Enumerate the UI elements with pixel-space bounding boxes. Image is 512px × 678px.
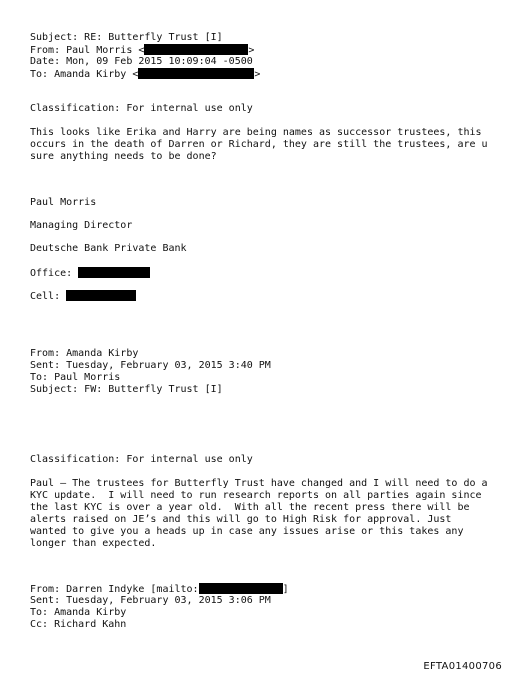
body-line: This looks like Erika and Harry are being names as successor trustees, this [30, 127, 482, 138]
subject-line: Subject: RE: Butterfly Trust [I] [30, 32, 223, 43]
body-line: sure anything needs to be done? [30, 151, 217, 162]
body-line: the last KYC is over a year old. With all the recent press there will be [30, 502, 470, 513]
signature-company: Deutsche Bank Private Bank [30, 243, 187, 254]
from-line: From: Amanda Kirby [30, 348, 139, 359]
classification-label: Classification: For internal use only [30, 454, 253, 465]
redaction-box [78, 267, 150, 278]
from-text: From: Paul Morris < [30, 45, 145, 56]
body-line: Paul – The trustees for Butterfly Trust have changed and I will need to do a [30, 478, 488, 489]
sent-line: Sent: Tuesday, February 03, 2015 3:40 PM [30, 360, 271, 371]
to-line [30, 68, 260, 81]
signature-name: Paul Morris [30, 197, 97, 208]
date-line: Date: Mon, 09 Feb 2015 10:09:04 -0500 [30, 56, 253, 67]
redaction-box [66, 290, 136, 301]
redaction-box [138, 68, 254, 79]
body-line: KYC update. I will need to run research reports on all parties again since [30, 490, 482, 501]
cell-line [30, 290, 136, 303]
sent-line: Sent: Tuesday, February 03, 2015 3:06 PM [30, 595, 271, 606]
from-close: > [248, 45, 255, 56]
signature-title: Managing Director [30, 220, 133, 231]
classification-label: Classification: For internal use only [30, 103, 253, 114]
cell-label: Cell: [30, 291, 61, 302]
redaction-box [199, 583, 283, 594]
office-label: Office: [30, 268, 73, 279]
cc-line: Cc: Richard Kahn [30, 619, 127, 630]
body-line: longer than expected. [30, 538, 157, 549]
office-line [30, 267, 150, 280]
to-line: To: Paul Morris [30, 372, 121, 383]
to-line: To: Amanda Kirby [30, 607, 127, 618]
document-id: EFTA01400706 [423, 661, 502, 672]
redaction-box [144, 44, 248, 55]
body-line: wanted to give you a heads up in case any issues arise or this takes any [30, 526, 464, 537]
from-text: From: Darren Indyke [mailto: [30, 584, 199, 595]
subject-line: Subject: FW: Butterfly Trust [I] [30, 384, 223, 395]
body-line: occurs in the death of Darren or Richard, they are still the trustees, are u [30, 139, 488, 150]
to-close: > [254, 69, 261, 80]
body-line: alerts raised on JE’s and this will go to High Risk for approval. Just [30, 514, 452, 525]
from-close: ] [282, 584, 289, 595]
to-text: To: Amanda Kirby < [30, 69, 139, 80]
